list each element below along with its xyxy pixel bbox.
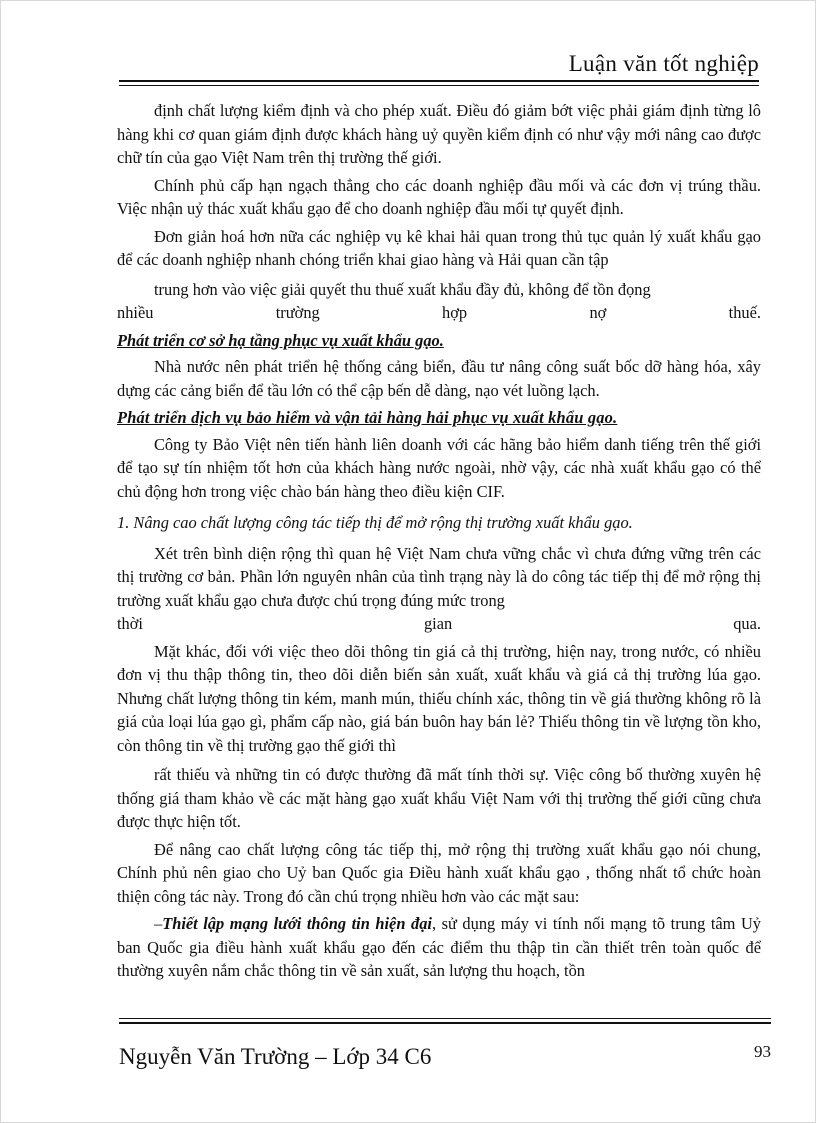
section-heading-1: 1. Nâng cao chất lượng công tác tiếp thị để mở rộng thị trường xuất khẩu gạo. [117,513,633,532]
document-body [117,99,761,987]
paragraph: Nhà nước nên phát triển hệ thống cảng biển, đầu tư nâng công suất bốc dỡ hàng hóa, xây dựng các cảng biển để tầu lớn có thể cập bến dễ dàng, nạo vét luồng lạch. [117,357,761,400]
word: nhiều [117,303,154,322]
page-header [119,49,759,89]
page-number: 93 [754,1042,771,1061]
heading-insurance-transport: Phát triển dịch vụ bảo hiểm và vận tải hàng hải phục vụ xuất khẩu gạo. [117,408,618,427]
paragraph: trung hơn vào việc giải quyết thu thuế xuất khẩu đầy đủ, không để tồn đọng [154,279,651,299]
paragraph: Để nâng cao chất lượng công tác tiếp thị, mở rộng thị trường xuất khẩu gạo nói chung, Chính phủ nên giao cho Uỷ ban Quốc gia Điều hành xuất khẩu gạo , thống nhất tổ chức hoàn thiện công tác này. Trong đó cần chú trọng nhiều hơn vào các mặt sau: [117,839,761,906]
paragraph: Chính phủ cấp hạn ngạch thẳng cho các doanh nghiệp đầu mối và các đơn vị trúng thầu. Việc nhận uỷ thác xuất khẩu gạo để cho doanh nghiệp đầu mối tự quyết định. [117,175,761,218]
spread-line [117,612,761,636]
header-rule-thin [119,85,759,86]
footer-rule-thick [119,1022,771,1024]
word: hợp [442,303,468,322]
footer-rule-thin [119,1018,771,1019]
paragraph: định chất lượng kiểm định và cho phép xuất. Điều đó giảm bớt việc phải giám định từng lô hàng khi cơ quan giám định được khách hàng uỷ quyền kiểm định có như vậy mới nâng cao được chữ tín của gạo Việt Nam trên thị trường thế giới. [117,101,761,167]
dash: – [154,914,163,933]
paragraph-text: , sử dụng máy vi tính nối mạng tõ trung tâm Uỷ ban Quốc gia điều hành xuất khẩu gạo đến các điểm thu thập tin cần thiết trên toàn quốc để thường xuyên nắm chắc thông tin về sản xuất, sản lượng thu hoạch, tồn [117,914,762,980]
emphasis-text: Thiết lập mạng lưới thông tin hiện đại [162,914,432,933]
paragraph: Xét trên bình diện rộng thì quan hệ Việt Nam chưa vững chắc vì chưa đứng vững trên các thị trường cơ bản. Phần lớn nguyên nhân của tình trạng này là do công tác tiếp thị để mở rộng thị trường xuất khẩu gạo chưa được chú trọng đúng mức trong [117,543,761,610]
footer-author: Nguyễn Văn Trường – Lớp 34 C6 [119,1044,432,1069]
list-item [117,912,761,983]
word: thời [117,614,143,633]
word: thuế. [728,303,761,322]
heading-infrastructure: Phát triển cơ sở hạ tầng phục vụ xuất khẩu gạo. [117,330,444,350]
paragraph: Đơn giản hoá hơn nữa các nghiệp vụ kê khai hải quan trong thủ tục quản lý xuất khẩu gạo để các doanh nghiệp nhanh chóng triển khai giao hàng và Hải quan cần tập [117,226,761,269]
paragraph: Công ty Bảo Việt nên tiến hành liên doanh với các hãng bảo hiểm danh tiếng trên thế giới để tạo sự tín nhiệm tốt hơn của khách hàng nước ngoài, nhờ vậy, các nhà xuất khẩu gạo có thể chủ động hơn trong việc chào bán hàng theo điều kiện CIF. [117,434,761,501]
spread-line [117,301,761,325]
header-rule-thick [119,80,759,82]
word: nợ [589,303,607,322]
word: qua. [733,614,761,633]
paragraph: rất thiếu và những tin có được thường đã mất tính thời sự. Việc công bố thường xuyên hệ thống giá tham khảo về các mặt hàng gạo xuất khẩu Việt Nam với thị trường thế giới cũng chưa được thực hiện tốt. [117,765,761,831]
word: trường [275,303,320,322]
page-footer [119,1018,771,1078]
word: gian [423,614,453,633]
paragraph: Mặt khác, đối với việc theo dõi thông tin giá cả thị trường, hiện nay, trong nước, có nhiều đơn vị thu thập thông tin, theo dõi diễn biến sản xuất, xuất khẩu và giá cả thị trường lúa gạo. Nhưng chất lượng thông tin kém, manh mún, thiếu chính xác, thông tin về giá thường không rõ là giá của loại lúa gạo gì, phẩm cấp nào, giá bán buôn hay bán lẻ? Thiếu thông tin về lượng tồn kho, còn thông tin về thị trường gạo thế giới thì [117,641,761,755]
header-title: Luận văn tốt nghiệp [568,51,759,76]
